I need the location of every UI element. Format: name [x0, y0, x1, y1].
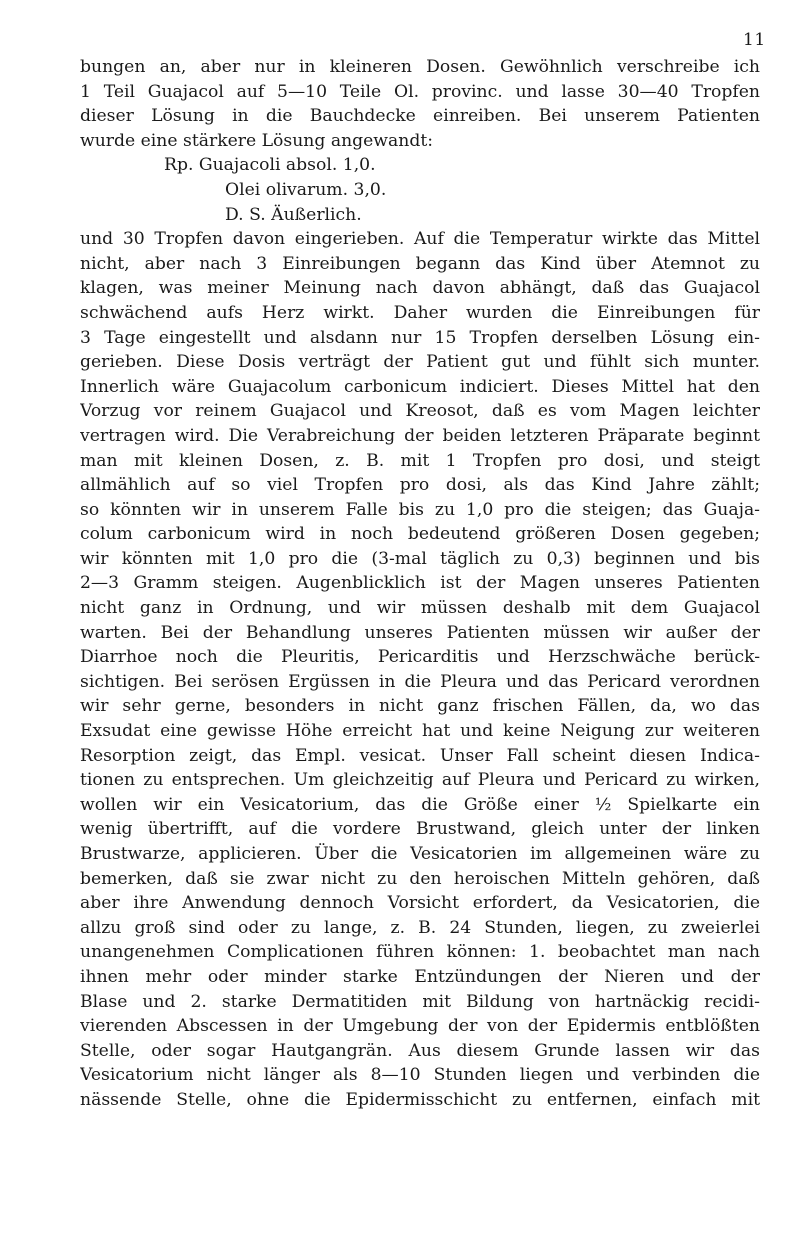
text-line: nicht ganz in Ordnung, und wir müssen deshalb mit dem Guajacol: [80, 598, 760, 619]
text-line: Exsudat eine gewisse Höhe erreicht hat und keine Neigung zur weiteren: [80, 721, 760, 742]
text-line: Resorption zeigt, das Empl. vesicat. Unser Fall scheint diesen Indica-: [80, 745, 760, 766]
text-line: wir sehr gerne, besonders in nicht ganz frischen Fällen, da, wo das: [80, 696, 760, 717]
text-line: Diarrhoe noch die Pleuritis, Pericarditis und Herzschwäche berück-: [80, 647, 760, 668]
text-line: tionen zu entsprechen. Um gleichzeitig auf Pleura und Pericard zu wirken,: [80, 770, 760, 791]
text-line: und 30 Tropfen davon eingerieben. Auf die Temperatur wirkte das Mittel: [80, 229, 760, 250]
body-text: [80, 55, 760, 1113]
text-line: aber ihre Anwendung dennoch Vorsicht erfordert, da Vesicatorien, die: [80, 893, 760, 914]
text-line: unangenehmen Complicationen führen können: 1. beobachtet man nach: [80, 942, 760, 963]
text-line: wenig übertrifft, auf die vordere Brustwand, gleich unter der linken: [80, 819, 760, 840]
text-line: 2—3 Gramm steigen. Augenblicklich ist der Magen unseres Patienten: [80, 573, 760, 594]
text-line: wir könnten mit 1,0 pro die (3-mal täglich zu 0,3) beginnen und bis: [80, 548, 760, 569]
text-line: 1 Teil Guajacol auf 5—10 Teile Ol. provinc. und lasse 30—40 Tropfen: [80, 81, 760, 102]
prescription-line: D. S. Äußerlich.: [225, 204, 362, 225]
text-line: gerieben. Diese Dosis verträgt der Patient gut und fühlt sich munter.: [80, 352, 760, 373]
text-line: so könnten wir in unserem Falle bis zu 1,0 pro die steigen; das Guaja-: [80, 499, 760, 520]
text-line: Stelle, oder sogar Hautgangrän. Aus diesem Grunde lassen wir das: [80, 1040, 760, 1061]
text-line: klagen, was meiner Meinung nach davon abhängt, daß das Guajacol: [80, 278, 760, 299]
text-line: vertragen wird. Die Verabreichung der beiden letzteren Präparate beginnt: [80, 425, 760, 446]
text-line: vierenden Abscessen in der Umgebung der von der Epidermis entblößten: [80, 1016, 760, 1037]
text-line: schwächend aufs Herz wirkt. Daher wurden die Einreibungen für: [80, 302, 760, 323]
text-line: Vorzug vor reinem Guajacol und Kreosot, daß es vom Magen leichter: [80, 401, 760, 422]
text-line: nicht, aber nach 3 Einreibungen begann das Kind über Atemnot zu: [80, 253, 760, 274]
text-line: allzu groß sind oder zu lange, z. B. 24 Stunden, liegen, zu zweierlei: [80, 917, 760, 938]
text-line: colum carbonicum wird in noch bedeutend größeren Dosen gegeben;: [80, 524, 760, 545]
text-line: man mit kleinen Dosen, z. B. mit 1 Tropfen pro dosi, und steigt: [80, 450, 760, 471]
text-line: bungen an, aber nur in kleineren Dosen. Gewöhnlich verschreibe ich: [80, 57, 760, 77]
text-line: wurde eine stärkere Lösung angewandt:: [80, 130, 434, 151]
text-line: allmählich auf so viel Tropfen pro dosi, als das Kind Jahre zählt;: [80, 475, 760, 496]
text-line: Brustwarze, applicieren. Über die Vesicatorien im allgemeinen wäre zu: [80, 844, 760, 864]
text-line: ihnen mehr oder minder starke Entzündungen der Nieren und der: [80, 966, 760, 987]
text-line: nässende Stelle, ohne die Epidermisschicht zu entfernen, einfach mit: [80, 1089, 760, 1110]
text-line: dieser Lösung in die Bauchdecke einreiben. Bei unserem Patienten: [80, 106, 760, 127]
text-line: Innerlich wäre Guajacolum carbonicum indiciert. Dieses Mittel hat den: [80, 376, 760, 397]
text-line: Vesicatorium nicht länger als 8—10 Stunden liegen und verbinden die: [80, 1065, 760, 1086]
text-line: sichtigen. Bei serösen Ergüssen in die Pleura und das Pericard verordnen: [80, 671, 760, 692]
prescription-line: Rp. Guajacoli absol. 1,0.: [164, 155, 376, 176]
text-line: 3 Tage eingestellt und alsdann nur 15 Tropfen derselben Lösung ein-: [80, 327, 760, 348]
text-line: warten. Bei der Behandlung unseres Patienten müssen wir außer der: [80, 622, 760, 643]
page-number: 11: [743, 30, 766, 50]
prescription-line: Olei olivarum. 3,0.: [225, 179, 387, 200]
text-line: wollen wir ein Vesicatorium, das die Größe einer ½ Spielkarte ein: [80, 794, 760, 815]
text-line: Blase und 2. starke Dermatitiden mit Bildung von hartnäckig recidi-: [80, 991, 760, 1012]
text-line: bemerken, daß sie zwar nicht zu den heroischen Mitteln gehören, daß: [80, 868, 760, 889]
